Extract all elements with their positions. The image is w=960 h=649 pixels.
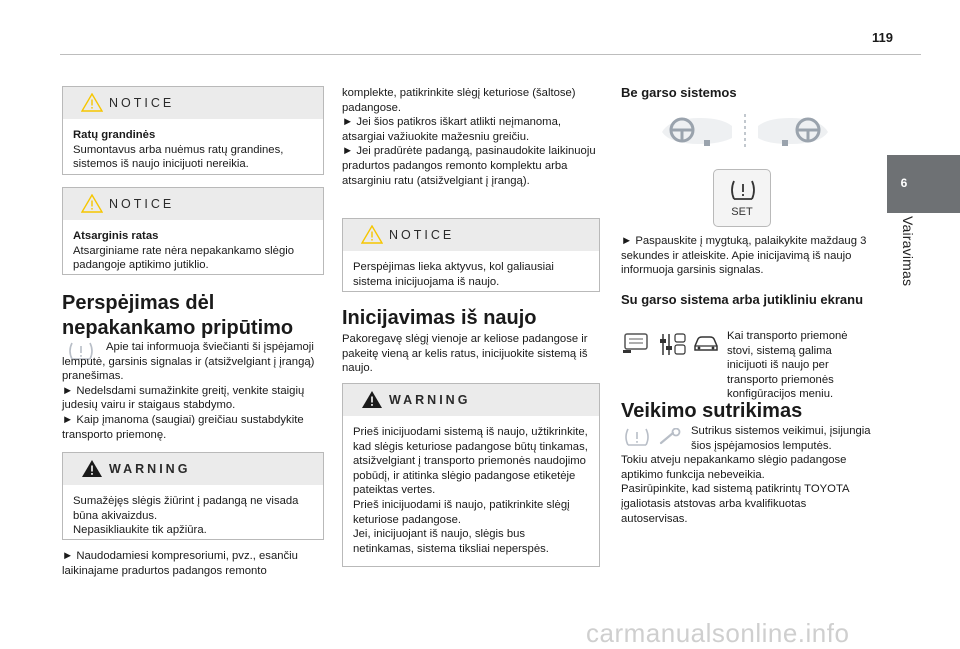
notice-box-spare-wheel	[62, 187, 324, 275]
notice-label: NOTICE	[389, 228, 455, 242]
watermark: carmanualsonline.info	[586, 618, 850, 648]
warning-text: Prieš inicijuodami iš naujo, patikrinkite slėgį keturiose padangose.	[353, 498, 570, 526]
set-label: SET	[731, 206, 753, 218]
warning-label: WARNING	[109, 462, 191, 476]
warning-box-pressure	[62, 452, 324, 540]
warning-box-reinitialisation	[342, 383, 600, 567]
section-number: 6	[900, 176, 908, 190]
section-heading-underinflation: Perspėjimas dėl nepakankamo pripūtimo	[62, 292, 294, 339]
tyre-pressure-icon	[728, 178, 758, 202]
warning-text: Prieš inicijuodami sistemą iš naujo, užtikrinkite, kad slėgis keturiose padangose būtų tinkamas, atsižvelgiant į transporto priemonės naudojimo pobūdį, ir atitinka slėgio padangose etiketėje pateiktas vertes.	[353, 426, 588, 497]
dashboard-location-illustration	[660, 112, 830, 152]
malfunction-text: Pasirūpinkite, kad sistemą patikrintų TOYOTA įgaliotasis atstovas arba kvalifikuotas autoservisas.	[621, 483, 849, 525]
warning-text: Sumažėjęs slėgis žiūrint į padangą ne visada būna akivaizdus.	[73, 495, 299, 522]
notice-box-chains	[62, 86, 324, 175]
notice-text: Perspėjimas lieka aktyvus, kol galiausiai sistema inicijuojama iš naujo.	[353, 261, 554, 288]
notice-triangle-icon	[361, 225, 383, 244]
warning-label: WARNING	[389, 393, 471, 407]
malfunction-text: Tokiu atveju nepakankamo slėgio padangose aptikimo funkcija nebeveikia.	[621, 454, 847, 481]
warning-triangle-icon	[361, 390, 383, 409]
reinitialisation-intro: Pakoregavę slėgį vienoje ar keliose padangose ir pakeitę vieną ar kelis ratus, inicijuokite sistemą iš naujo.	[342, 333, 588, 375]
instruction-bullet: ► Jei pradūrėte padangą, pasinaudokite laikinuoju pradurtos padangos remonto komplektu arba atsarginiu ratu (atsižvelgiant į įrangą).	[342, 145, 596, 187]
warning-text: Nepasikliaukite tik apžiūra.	[73, 524, 207, 537]
continued-text: komplekte, patikrinkite slėgį keturiose (šaltose) padangose.	[342, 87, 576, 114]
header-rule	[60, 54, 921, 55]
notice-text: Sumontavus arba nuėmus ratų grandines, sistemos iš naujo inicijuoti nereikia.	[73, 143, 284, 171]
notice-label: NOTICE	[109, 197, 175, 211]
notice-triangle-icon	[81, 93, 103, 112]
notice-title: Ratų grandinės	[73, 129, 156, 141]
notice-title: Atsarginis ratas	[73, 230, 159, 242]
instruction-bullet: ► Kaip įmanoma (saugiai) greičiau sustabdykite transporto priemonę.	[62, 413, 304, 441]
audio-system-text: Kai transporto priemonė stovi, sistemą galima inicijuoti iš naujo per transporto priemonės konfigūracijos meniu.	[727, 330, 848, 401]
notice-label: NOTICE	[109, 96, 175, 110]
notice-header	[63, 188, 323, 220]
subheading-with-audio: Su garso sistema arba jutikliniu ekranu	[621, 292, 864, 307]
warning-header	[343, 384, 599, 416]
section-title: Vairavimas	[900, 216, 916, 287]
notice-triangle-icon	[81, 194, 103, 213]
intro-text: Apie tai informuoja šviečianti ši įspėjamoji lemputė, garsinis signalas ir (atsižvelgiant į įrangą) pranešimas.	[62, 341, 315, 383]
notice-header	[63, 87, 323, 119]
warning-text: Jei, inicijuojant iš naujo, slėgis bus netinkamas, sistema tiksliai neperspės.	[353, 528, 549, 555]
section-heading-reinitialisation: Inicijavimas iš naujo	[342, 307, 537, 329]
tpms-set-button	[713, 169, 771, 227]
set-instruction: ► Paspauskite į mygtuką, palaikykite maždaug 3 sekundes ir atleiskite. Apie inicijavimą iš naujo informuoja garsinis signalas.	[621, 235, 867, 277]
instruction-bullet: ► Nedelsdami sumažinkite greitį, venkite staigių judesių vairu ir staigaus stabdymo.	[62, 384, 305, 412]
notice-header	[343, 219, 599, 251]
instruction-bullet: ► Naudodamiesi kompresoriumi, pvz., esančiu laikinajame pradurtos padangos remonto	[62, 550, 298, 577]
notice-text: Atsarginiame rate nėra nepakankamo slėgio padangoje aptikimo jutiklio.	[73, 244, 295, 272]
warning-triangle-icon	[81, 459, 103, 478]
section-heading-malfunction: Veikimo sutrikimas	[621, 400, 803, 422]
page-number: 119	[872, 30, 893, 45]
instruction-bullet: ► Jei šios patikros iškart atlikti neįmanoma, atsargiai važiuokite mažesniu greičiu.	[342, 116, 561, 143]
malfunction-text: Sutrikus sistemos veikimui, įsijungia šios įspėjamosios lemputės.	[691, 425, 871, 452]
notice-box-warning-active	[342, 218, 600, 292]
warning-header	[63, 453, 323, 485]
subheading-without-audio: Be garso sistemos	[621, 85, 737, 100]
